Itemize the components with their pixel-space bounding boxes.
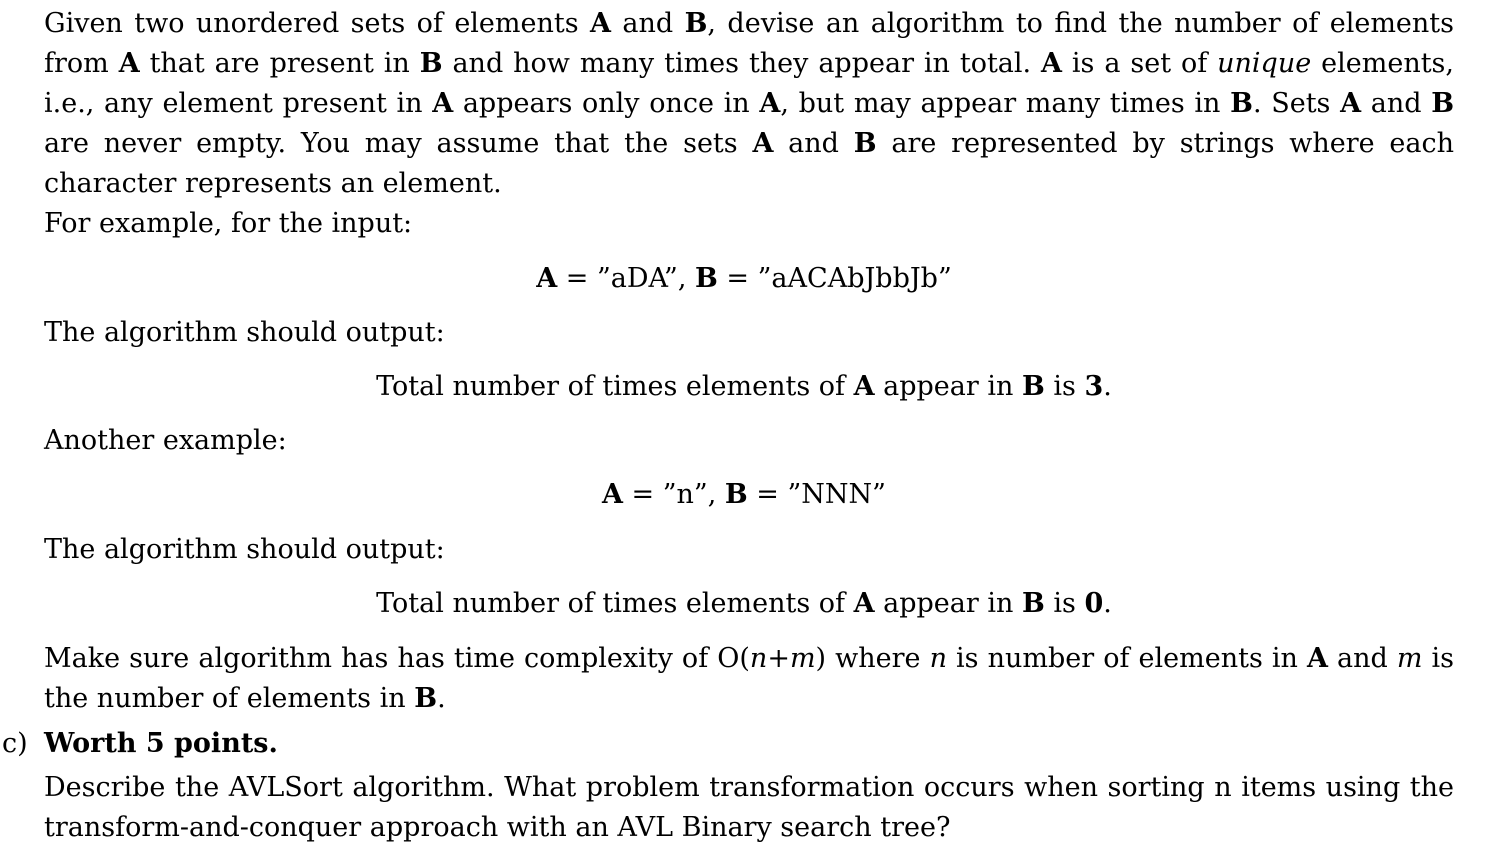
set-a-label: A [118,48,140,79]
text-run: and [1361,88,1432,119]
output-intro-2: The algorithm should output: [44,534,445,565]
set-b-value: = ”aACAbJbbJb” [717,263,952,294]
text-run: and how many times they appear in total. [442,48,1042,79]
set-a-label: A [853,588,875,619]
text-run: . [1103,371,1112,402]
set-a-label: A [432,88,454,119]
math-var-m: m [1396,643,1423,674]
set-a-label: A [1306,643,1328,674]
set-a-label: A [1340,88,1362,119]
text-run: Total number of times elements of [376,588,854,619]
points-heading: Worth 5 points. [44,728,278,759]
result-value: 3 [1084,371,1104,402]
part-c-points [44,724,278,764]
another-example-intro: Another example: [44,425,287,456]
math-var-n: n [749,643,768,674]
problem-statement [44,4,1454,204]
result-value: 0 [1084,588,1104,619]
set-b-label: B [853,128,877,159]
text-run: and [1327,643,1397,674]
text-run: and [610,8,685,39]
set-a-label: A [752,128,774,159]
text-run: , but may appear many times in [780,88,1231,119]
text-run: is number of elements in [946,643,1307,674]
part-c-label: c) [2,728,28,759]
example-2-result [0,584,1488,624]
text-run: ) where [815,643,930,674]
text-run: is [1044,588,1085,619]
text-run: appear in [874,371,1022,402]
text-run: + [767,643,790,674]
output-intro-1: The algorithm should output: [44,317,445,348]
set-a-label: A [853,371,875,402]
set-b-label: B [1230,88,1253,119]
part-c-question: Describe the AVLSort algorithm. What problem transformation occurs when sorting n items using the transform-and-conquer approach with an AVL Binary search tree? [44,772,1454,843]
set-b-label: B [1021,588,1045,619]
text-run: Total number of times elements of [376,371,854,402]
math-var-m: m [789,643,816,674]
set-a-label: A [590,8,611,39]
text-run: Make sure algorithm has has time complexity of O( [44,643,750,674]
text-run: . Sets [1252,88,1341,119]
example-1-equation [0,259,1488,299]
set-b-label: B [414,683,438,714]
text-run: is a set of [1062,48,1218,79]
set-a-label: A [601,479,623,510]
text-run: that are present in [139,48,420,79]
set-a-value: = ”aDA”, [557,263,696,294]
set-b-label: B [724,479,748,510]
text-run: are represented by strings where each character represents an element. [44,128,1455,199]
set-a-label: A [759,88,781,119]
text-run: appears only once in [453,88,760,119]
set-b-label: B [695,263,718,294]
set-b-label: B [684,8,708,39]
text-run: is the number of elements in [44,643,1455,714]
text-run: Given two unordered sets of elements [44,8,591,39]
text-run: are never empty. You may assume that the sets [44,128,753,159]
emphasis-unique: unique [1217,48,1312,79]
text-run: . [1103,588,1112,619]
set-a-label: A [1041,48,1062,79]
complexity-requirement [44,639,1454,719]
example-2-equation [0,475,1488,515]
text-run: , devise an algorithm to find the number of elements from [44,8,1455,79]
set-a-value: = ”n”, [622,479,725,510]
text-run: is [1044,371,1085,402]
text-run: appear in [874,588,1022,619]
set-b-label: B [1431,88,1455,119]
text-run: elements, i.e., any element present in [44,48,1454,119]
example-intro: For example, for the input: [44,208,413,239]
set-b-label: B [419,48,443,79]
example-1-result [0,367,1488,407]
set-a-label: A [536,263,558,294]
text-run: . [437,683,446,714]
math-var-n: n [929,643,947,674]
text-run: and [773,128,854,159]
set-b-label: B [1021,371,1045,402]
set-b-value: = ”NNN” [747,479,886,510]
